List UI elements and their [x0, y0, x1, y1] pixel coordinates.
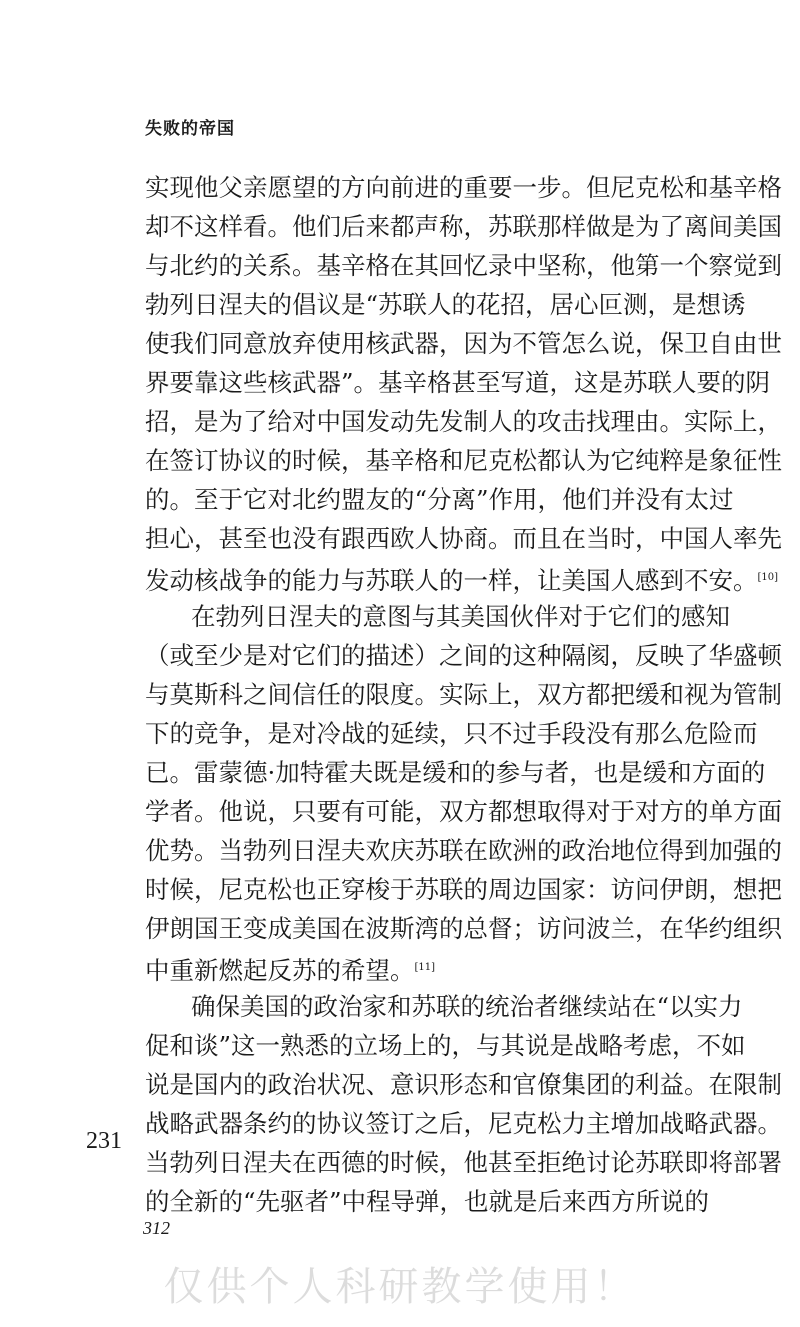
- text-line: 当勃列日涅夫在西德的时候，他甚至拒绝讨论苏联即将部署: [145, 1148, 782, 1177]
- text-line: 在签订协议的时候，基辛格和尼克松都认为它纯粹是象征性: [145, 446, 782, 475]
- text-line: 下的竞争，是对冷战的延续，只不过手段没有那么危险而: [145, 719, 758, 748]
- text-line: 实现他父亲愿望的方向前进的重要一步。但尼克松和基辛格: [145, 173, 782, 202]
- text-line: 确保美国的政治家和苏联的统治者继续站在“以实力: [191, 992, 743, 1021]
- line-text: 发动核战争的能力与苏联人的一样，让美国人感到不安。: [145, 566, 758, 595]
- paragraph-2: [145, 597, 782, 987]
- text-line: 的全新的“先驱者”中程导弹，也就是后来西方所说的: [145, 1187, 710, 1216]
- text-line: 却不这样看。他们后来都声称，苏联那样做是为了离间美国: [145, 212, 782, 241]
- text-line: （或至少是对它们的描述）之间的这种隔阂，反映了华盛顿: [145, 641, 782, 670]
- text-line: 战略武器条约的协议签订之后，尼克松力主增加战略武器。: [145, 1109, 782, 1138]
- text-line: 招，是为了给对中国发动先发制人的攻击找理由。实际上，: [145, 407, 782, 436]
- running-head: 失败的帝国: [145, 119, 235, 139]
- text-line: [145, 558, 779, 597]
- text-line: 优势。当勃列日涅夫欢庆苏联在欧洲的政治地位得到加强的: [145, 836, 782, 865]
- text-line: 与莫斯科之间信任的限度。实际上，双方都把缓和视为管制: [145, 680, 782, 709]
- text-line: 说是国内的政治状况、意识形态和官僚集团的利益。在限制: [145, 1070, 782, 1099]
- body-text: [145, 168, 782, 1221]
- text-line: 与北约的关系。基辛格在其回忆录中坚称，他第一个察觉到: [145, 251, 782, 280]
- text-line: 的。至于它对北约盟友的“分离”作用，他们并没有太过: [145, 485, 734, 514]
- paragraph-1: [145, 168, 782, 597]
- footnote-ref[interactable]: [10]: [757, 572, 779, 583]
- text-line: 学者。他说，只要有可能，双方都想取得对于对方的单方面: [145, 797, 782, 826]
- text-line: 伊朗国王变成美国在波斯湾的总督；访问波兰，在华约组织: [145, 914, 782, 943]
- text-line: 已。雷蒙德·加特霍夫既是缓和的参与者，也是缓和方面的: [145, 758, 766, 787]
- text-line: 使我们同意放弃使用核武器，因为不管怎么说，保卫自由世: [145, 329, 782, 358]
- text-line: 时候，尼克松也正穿梭于苏联的周边国家：访问伊朗，想把: [145, 875, 782, 904]
- text-line: 担心，甚至也没有跟西欧人协商。而且在当时，中国人率先: [145, 524, 782, 553]
- text-line: 促和谈”这一熟悉的立场上的，与其说是战略考虑，不如: [145, 1031, 746, 1060]
- margin-page-reference: 231: [86, 1128, 122, 1154]
- watermark: 仅供个人科研教学使用！: [163, 1264, 637, 1310]
- page-number: 312: [143, 1218, 170, 1238]
- text-line: 勃列日涅夫的倡议是“苏联人的花招，居心叵测，是想诱: [145, 290, 746, 319]
- text-line: 在勃列日涅夫的意图与其美国伙伴对于它们的感知: [191, 602, 730, 631]
- text-line: 界要靠这些核武器”。基辛格甚至写道，这是苏联人要的阴: [145, 368, 771, 397]
- paragraph-3: [145, 987, 782, 1221]
- line-text: 中重新燃起反苏的希望。: [145, 956, 415, 985]
- text-line: [145, 948, 700, 987]
- footnote-ref[interactable]: [11]: [414, 962, 436, 973]
